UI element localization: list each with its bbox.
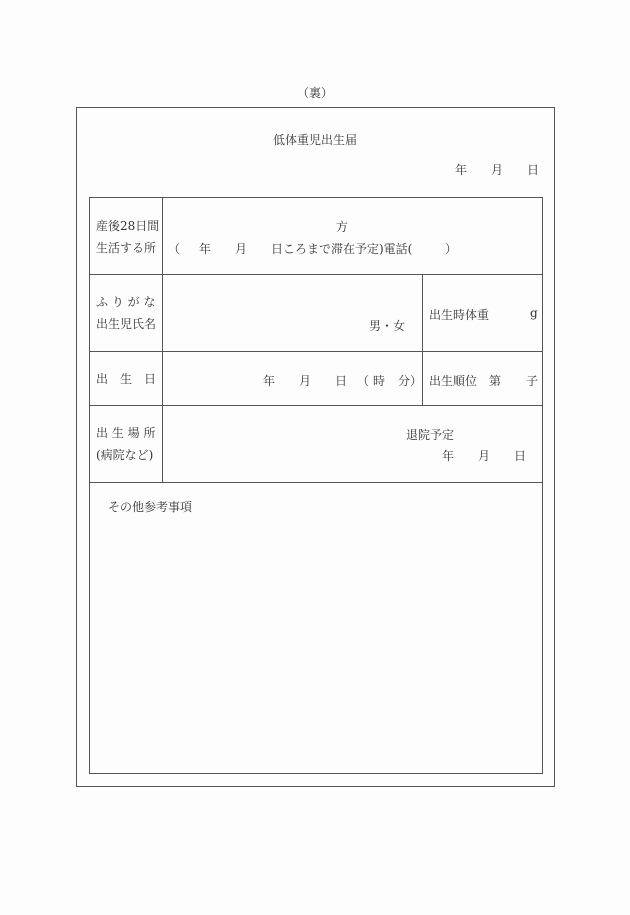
discharge-year: 年 xyxy=(442,449,455,463)
child-name-input-area[interactable] xyxy=(163,275,422,351)
discharge-label: 退院予定 xyxy=(406,428,455,442)
birthdate-month: 月 xyxy=(299,374,312,388)
sex-options[interactable]: 男・女 xyxy=(369,319,406,333)
residence-until-phone: 日ころまで滞在予定)電話( xyxy=(271,242,413,256)
notes-input-area[interactable] xyxy=(90,515,542,773)
residence-month: 月 xyxy=(235,242,248,256)
form-title: 低体重児出生届 xyxy=(272,133,357,147)
birthdate-paren-open: （ xyxy=(357,374,370,388)
page-side-label: （裏） xyxy=(296,86,333,100)
residence-paren-close: ） xyxy=(445,242,458,256)
child-name-label: 出生児氏名 xyxy=(96,317,157,331)
birth-order-suffix: 子 xyxy=(526,374,539,388)
residence-year: 年 xyxy=(199,242,212,256)
birthdate-minute: 分） xyxy=(398,374,423,388)
header-date-month: 月 xyxy=(491,163,504,177)
header-date-day: 日 xyxy=(527,163,540,177)
residence-paren-open: （ xyxy=(168,242,181,256)
birthdate-year: 年 xyxy=(263,374,276,388)
birthdate-hour: 時 xyxy=(373,374,386,388)
discharge-day: 日 xyxy=(514,449,527,463)
residence-label-line2: 生活する所 xyxy=(96,241,157,255)
row-divider xyxy=(89,482,543,483)
birth-weight-label: 出生時体重 xyxy=(429,308,490,322)
residence-label-line1: 産後28日間 xyxy=(96,219,160,233)
birth-order-input[interactable] xyxy=(503,362,525,392)
birthdate-input-area[interactable] xyxy=(163,352,422,405)
furigana-label: ふ り が な xyxy=(96,295,156,309)
birthplace-input-area[interactable] xyxy=(163,406,393,482)
birth-weight-unit: g xyxy=(530,306,538,320)
birthplace-label-line1: 出 生 場 所 xyxy=(96,426,156,440)
birthdate-day: 日 xyxy=(335,374,348,388)
discharge-month: 月 xyxy=(478,449,491,463)
header-date-year: 年 xyxy=(455,163,468,177)
notes-label: その他参考事項 xyxy=(108,500,193,514)
residence-input-area[interactable] xyxy=(163,198,542,274)
right-column-divider xyxy=(422,274,423,405)
residence-care-of: 方 xyxy=(336,220,349,234)
birth-weight-input[interactable] xyxy=(490,296,528,326)
birth-order-label: 出生順位 xyxy=(429,374,478,388)
birthdate-label: 出 生 日 xyxy=(96,372,157,386)
birth-order-prefix: 第 xyxy=(489,374,502,388)
birthplace-label-line2: (病院など) xyxy=(96,448,154,462)
